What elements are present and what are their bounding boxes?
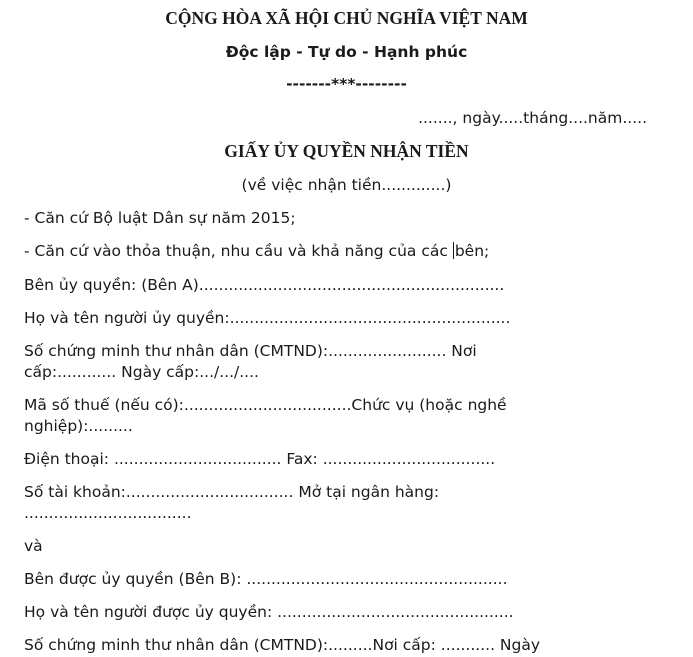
document-subtitle: (về việc nhận tiền.............) xyxy=(241,176,452,194)
document-title: GIẤY ỦY QUYỀN NHẬN TIỀN xyxy=(224,141,469,161)
conjunction: và xyxy=(24,537,43,555)
party-b-heading: Bên được ủy quyền (Bên B): ..................................................... xyxy=(24,570,508,588)
legal-basis-civil-code: - Căn cứ Bộ luật Dân sự năm 2015; xyxy=(24,209,296,227)
legal-basis-agreement-text: - Căn cứ vào thỏa thuận, nhu cầu và khả năng của các xyxy=(24,242,453,260)
party-a-account-line-2: .................................. xyxy=(24,504,192,522)
party-a-phone-fax: Điện thoại: .................................. Fax: ................................... xyxy=(24,450,496,468)
legal-basis-agreement xyxy=(24,242,489,260)
header-divider: -------***-------- xyxy=(286,75,407,93)
text-cursor xyxy=(453,242,454,259)
party-a-heading: Bên ủy quyền: (Bên A).............................................................. xyxy=(24,276,505,294)
party-b-representative: Họ và tên người được ủy quyền: ................................................ xyxy=(24,603,514,621)
party-a-representative: Họ và tên người ủy quyền:......................................................... xyxy=(24,309,511,327)
party-b-id-line-1: Số chứng minh thư nhân dân (CMTND):.........Nơi cấp: ........... Ngày xyxy=(24,636,541,654)
party-a-id-line-1: Số chứng minh thư nhân dân (CMTND):........................ Nơi xyxy=(24,342,477,360)
date-line: ......., ngày.....tháng....năm..... xyxy=(418,109,647,127)
party-a-tax-line-2: nghiệp):......... xyxy=(24,417,133,435)
national-title: CỘNG HÒA XÃ HỘI CHỦ NGHĨA VIỆT NAM xyxy=(165,8,528,28)
party-a-id-line-2: cấp:............ Ngày cấp:.../.../.... xyxy=(24,363,259,381)
party-a-account-line-1: Số tài khoản:.................................. Mở tại ngân hàng: xyxy=(24,483,440,501)
party-a-tax-line-1: Mã số thuế (nếu có):..................................Chức vụ (hoặc nghề xyxy=(24,396,507,414)
legal-basis-agreement-end: bên; xyxy=(454,242,490,260)
national-motto: Độc lập - Tự do - Hạnh phúc xyxy=(225,43,468,61)
